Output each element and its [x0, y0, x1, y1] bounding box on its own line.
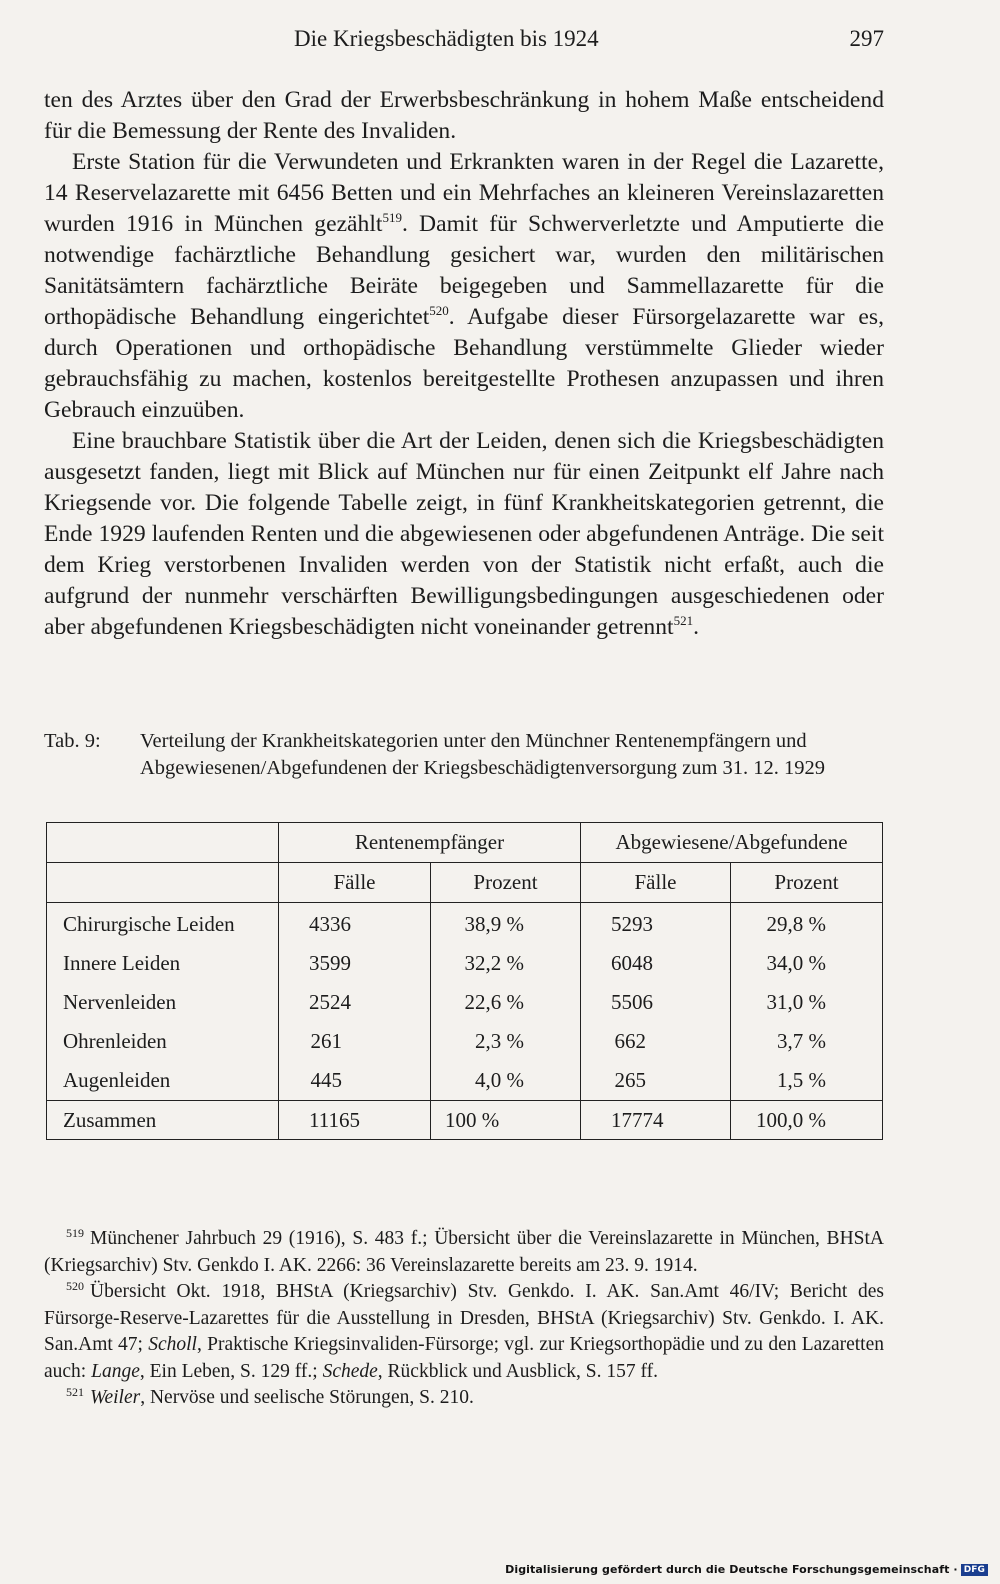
cell: 34,0 % [731, 944, 883, 983]
row-label: Chirurgische Leiden [63, 912, 235, 936]
digitization-credit: Digitalisierung gefördert durch die Deutsche Forschungsgemeinschaft · DFG [505, 1563, 988, 1576]
cell: 17774 [581, 1101, 731, 1140]
table-row [47, 983, 883, 1022]
cell: 2,3 % [431, 1022, 581, 1061]
cell: 38,9 % [431, 903, 581, 945]
table-header-row [47, 823, 883, 863]
cell: 4336 [279, 903, 431, 945]
paragraph: Erste Station für die Verwundeten und Erkrankten waren in der Regel die Lazarette, 14 Reservelazarette mit 6456 Betten und ein Mehrfaches an kleineren Vereinslazaretten wurden 1916 in München gezählt$^{519}$. Damit für Schwerverletzte und Amputierte die notwendige fachärztliche Behandlung gesichert war, wurden den militärischen Sanitätsämtern fachärztliche Beiräte beigegeben und Sammellazarette für die orthopädische Behandlung eingerichtet$^{520}$. Aufgabe dieser Fürsorgelazarette war es, durch Operationen und orthopädische Behandlung verstümmelte Glieder wieder gebrauchsfähig zu machen, kostenlos bereitgestellte Prothesen anzupassen und ihren Gebrauch einzuüben. [44, 149, 884, 423]
page-number: 297 [849, 26, 884, 51]
column-header: Prozent [731, 863, 883, 903]
footnote-ref[interactable]: 521 [673, 613, 694, 628]
cell: 1,5 % [731, 1061, 883, 1101]
cell: 5293 [581, 903, 731, 945]
header-empty-cell [47, 863, 279, 903]
caption-text: Verteilung der Krankheitskategorien unter den Münchner Rentenempfängern und Abgewiesenen/Abgefundenen der Kriegsbeschädigtenversorgung zum 31. 12. 1929 [140, 730, 826, 779]
table-total-row [47, 1101, 883, 1140]
header-empty-cell [47, 823, 279, 863]
column-header: Prozent [431, 863, 581, 903]
running-header [44, 26, 884, 56]
table-row [47, 1022, 883, 1061]
cell: 31,0 % [731, 983, 883, 1022]
table-row [47, 1061, 883, 1101]
row-label: Ohrenleiden [63, 1029, 167, 1053]
row-label: Innere Leiden [63, 951, 181, 975]
footnotes [44, 1226, 884, 1412]
running-title: Die Kriegsbeschädigten bis 1924 [294, 26, 599, 51]
table-row [47, 903, 883, 945]
cell: 6048 [581, 944, 731, 983]
group-header-rentenempfaenger: Rentenempfänger [279, 823, 581, 863]
cell: 22,6 % [431, 983, 581, 1022]
cell: 100 % [431, 1101, 581, 1140]
footnote-number: 521 [66, 1385, 84, 1399]
row-label: Nervenleiden [63, 990, 177, 1014]
cell: 3,7 % [731, 1022, 883, 1061]
paragraph: ten des Arztes über den Grad der Erwerbsbeschränkung in hohem Maße entscheidend für die Bemessung der Rente des Invaliden. [44, 87, 884, 144]
cell: 3599 [279, 944, 431, 983]
footnote-ref[interactable]: 520 [429, 303, 449, 318]
cell: 29,8 % [731, 903, 883, 945]
body-text [44, 85, 884, 643]
column-header: Fälle [279, 863, 431, 903]
footnote: $^{521}$ Weiler, Nervöse und seelische Störungen, S. 210. [66, 1385, 474, 1408]
column-header: Fälle [581, 863, 731, 903]
footnote-ref[interactable]: 519 [382, 210, 402, 225]
cell: 445 [279, 1061, 431, 1101]
table-row [47, 944, 883, 983]
paragraph: Eine brauchbare Statistik über die Art der Leiden, denen sich die Kriegsbeschädigten ausgesetzt fanden, liegt mit Blick auf München nur für einen Zeitpunkt elf Jahre nach Kriegsende vor. Die folgende Tabelle zeigt, in fünf Krankheitskategorien getrennt, die Ende 1929 laufenden Renten und die abgewiesenen oder abgefundenen Anträge. Die seit dem Krieg verstorbenen Invaliden werden von der Statistik nicht erfaßt, auch die aufgrund der nunmehr verschärften Bewilligungsbedingungen ausgeschiedenen oder aber abgefundenen Kriegsbeschädigten nicht voneinander getrennt$^{521}$. [44, 428, 884, 640]
dfg-logo: DFG [961, 1564, 988, 1576]
footnote-number: 519 [66, 1226, 84, 1240]
footnote: $^{520}$ Übersicht Okt. 1918, BHStA (Kriegsarchiv) Stv. Genkdo. I. AK. San.Amt 46/IV; Bericht des Fürsorge-Reserve-Lazarettes für die Ausstellung in Dresden, BHStA (Kriegsarchiv) Stv. Genkdo. I. AK. San.Amt 47; Scholl, Praktische Kriegsinvaliden-Fürsorge; vgl. zur Kriegsorthopädie und zu den Lazaretten auch: Lange, Ein Leben, S. 129 ff.; Schede, Rückblick und Ausblick, S. 157 ff. [44, 1279, 884, 1382]
table-subheader-row [47, 863, 883, 903]
row-label: Zusammen [47, 1101, 279, 1140]
cell: 100,0 % [731, 1101, 883, 1140]
footnote-number: 520 [66, 1279, 84, 1293]
cell: 2524 [279, 983, 431, 1022]
cell: 32,2 % [431, 944, 581, 983]
footnote: $^{519}$ Münchener Jahrbuch 29 (1916), S. 483 f.; Übersicht über die Vereinslazarette in München, BHStA (Kriegsarchiv) Stv. Genkdo I. AK. 2266: 36 Vereinslazarette bereits am 23. 9. 1914. [44, 1226, 884, 1276]
cell: 11165 [279, 1101, 431, 1140]
cell: 662 [581, 1022, 731, 1061]
group-header-abgewiesene: Abgewiesene/Abgefundene [581, 823, 883, 863]
data-table [46, 822, 883, 1140]
cell: 261 [279, 1022, 431, 1061]
cell: 5506 [581, 983, 731, 1022]
cell: 265 [581, 1061, 731, 1101]
row-label: Augenleiden [63, 1068, 171, 1092]
cell: 4,0 % [431, 1061, 581, 1101]
caption-label: Tab. 9: [44, 730, 101, 752]
